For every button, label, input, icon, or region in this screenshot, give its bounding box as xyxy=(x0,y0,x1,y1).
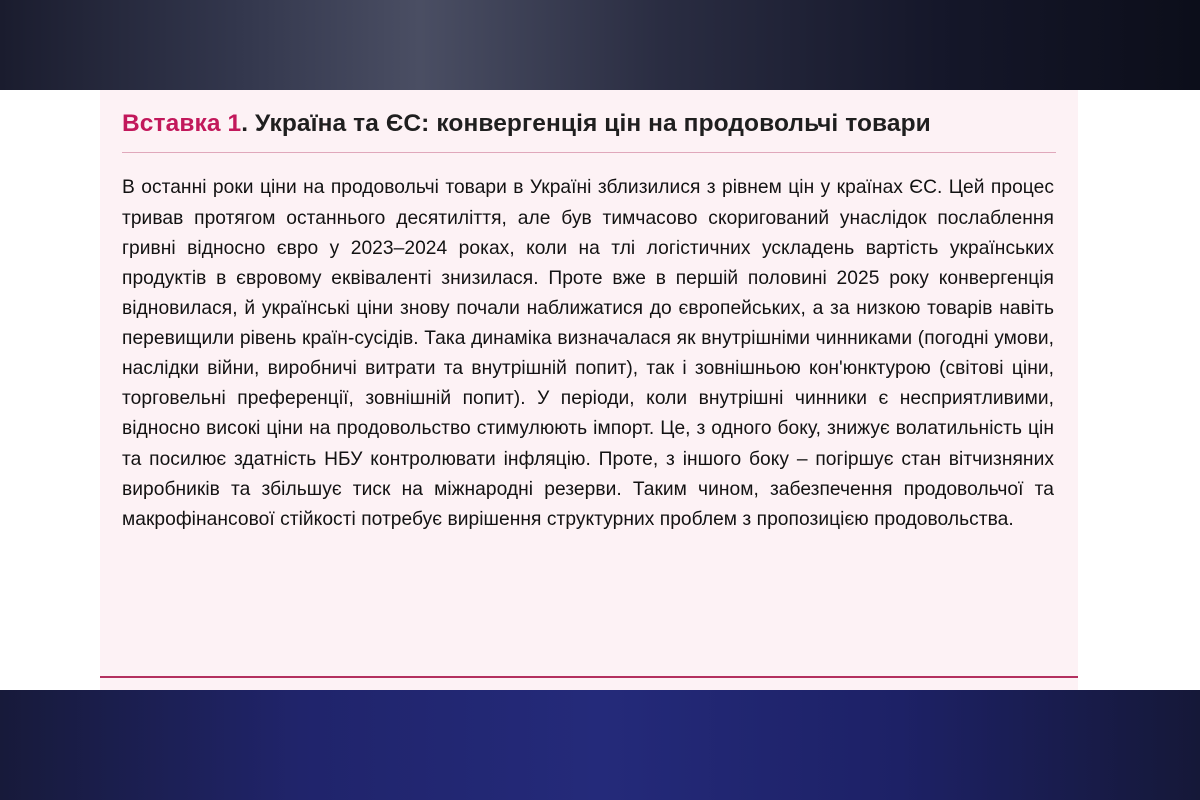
box-title-text: . Україна та ЄС: конвергенція цін на продовольчі товари xyxy=(241,110,931,137)
bottom-background-band xyxy=(0,690,1200,800)
box-title xyxy=(122,108,1056,139)
document-sheet xyxy=(0,90,1200,690)
box-bottom-divider xyxy=(100,676,1078,678)
title-divider xyxy=(122,152,1056,153)
callout-box-content xyxy=(100,90,1078,545)
box-body-paragraph: В останні роки ціни на продовольчі товари в Україні зблизилися з рівнем цін у країнах ЄС. Цей процес тривав протягом останнього десятиліття, але був тимчасово скоригований унаслідок послаблення гривні відносно євро у 2023–2024 роках, коли на тлі логістичних ускладень вартість українських продуктів в євровому еквіваленті знизилася. Проте вже в першій половині 2025 року конвергенція відновилася, й українські ціни знову почали наближатися до європейських, а за низкою товарів навіть перевищили рівень країн-сусідів. Така динаміка визначалася як внутрішніми чинниками (погодні умови, наслідки війни, виробничі витрати та внутрішній попит), так і зовнішньою кон'юнктурою (світові ціни, торговельні преференції, зовнішній попит). У періоди, коли внутрішні чинники є несприятливими, відносно високі ціни на продовольство стимулюють імпорт. Це, з одного боку, знижує волатильність цін та посилює здатність НБУ контролювати інфляцію. Проте, з іншого боку – погіршує стан вітчизняних виробників та збільшує тиск на міжнародні резерви. Таким чином, забезпечення продовольчої та макрофінансової стійкості потребує вирішення структурних проблем з пропозицією продовольства. xyxy=(122,177,1054,530)
callout-box xyxy=(100,90,1078,690)
box-title-label: Вставка 1 xyxy=(122,110,242,137)
top-background-band xyxy=(0,0,1200,90)
